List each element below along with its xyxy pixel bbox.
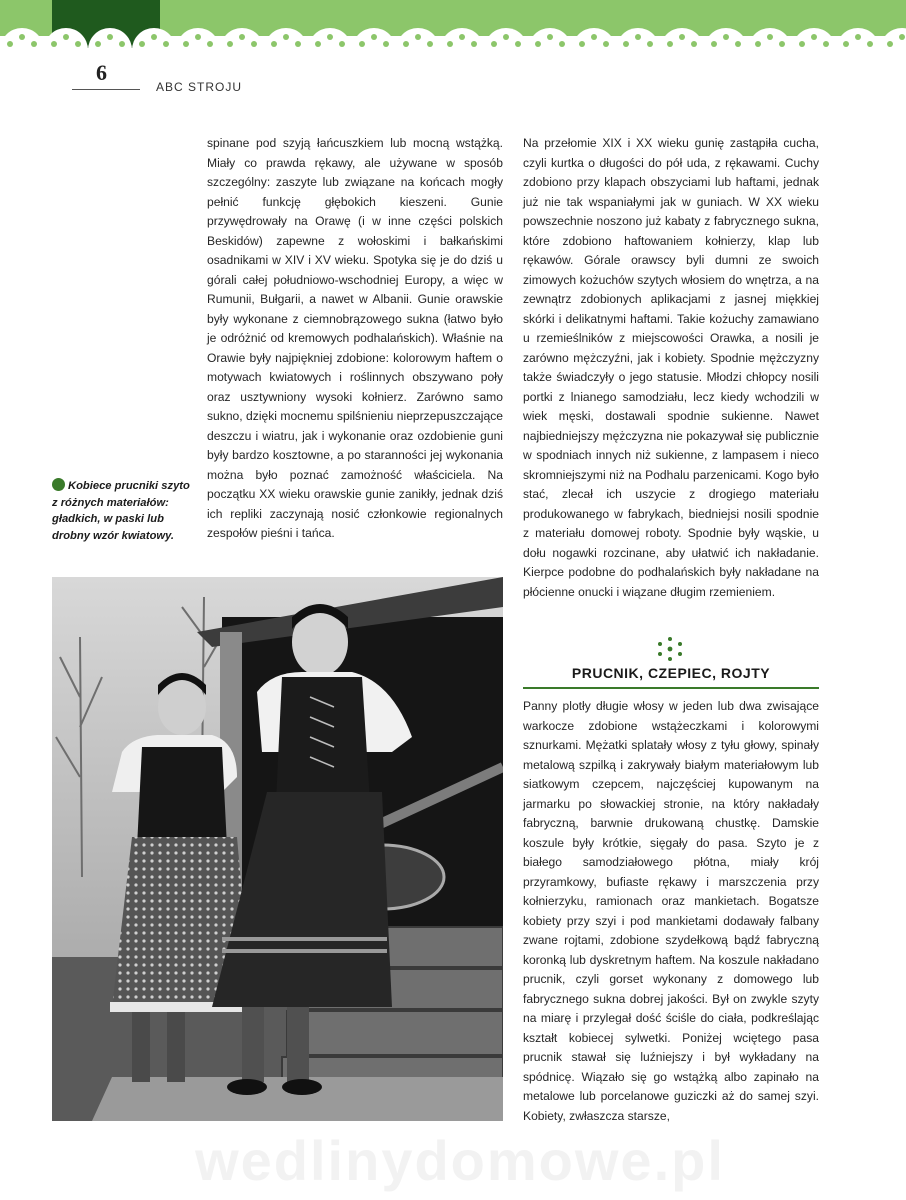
paragraph: Panny plotły długie włosy w jeden lub dwa zwisające warkocze zdobione wstążeczkami i kolorowymi sznurkami. Mężatki splatały włosy z tyłu głowy, spinały metalową szpilką i zakrywały białym materiałowym lub siatkowym czepcem, najczęściej kupowanym na jarmarku po słowackiej stronie, na który nakładały fabryczną, barwnie drukowaną chustkę. Damskie koszule były krótkie, sięgały do pasa. Szyto je z białego samodziałowego płótna, miały krój przyramkowy, bufiaste rękawy i marszczenia przy kołnierzyku, ramionach oraz mankietach. Bogatsze kobiety przy szyi i pod mankietami dodawały falbany zwane rojtami, zdobione szydełkową bądź fabryczną koronką lub dyskretnym haftem. Na koszule nakładano prucnik, czyli gorset wykonany z domowego lub fabrycznego sukna dobrej jakości. Był on zwykle szyty na miarę i przylegał dość ściśle do ciała, podkreślając kształt kobiecej sylwetki. Poniżej wciętego pasa prucnik stawał się luźniejszy i był wykładany na spódnicę. Wiązało się go wstążką albo zapinało na metalowe lub porcelanowe guziczki aż do samej szyi. Kobiety, zwłaszcza starsze, <box>523 699 819 1123</box>
text-column-left <box>207 134 503 544</box>
folk-costume-photograph <box>52 577 503 1121</box>
section-heading: PRUCNIK, CZEPIEC, ROJTY <box>571 665 771 681</box>
caption-check-icon <box>52 478 65 491</box>
heading-rule <box>523 687 819 689</box>
text-column-right-bottom <box>523 697 819 1126</box>
lace-banner <box>0 0 906 62</box>
asterisk-ornament-icon <box>656 636 684 662</box>
paragraph: spinane pod szyją łańcuszkiem lub mocną wstążką. Miały co prawda rękawy, ale używane w sposób szczególny: zaszyte lub związane na końcach mogły pełnić funkcję głębokich kieszeni. Gunie przywędrowały na Orawę (i w inne części polskich Beskidów) zapewne z wołoskimi i bałkańskimi osadnikami w XIV i XV wieku. Spotyka się je do dziś u górali całej południowo-wschodniej Europy, a więc w Rumunii, Bułgarii, a nawet w Albanii. Gunie orawskie były wykonane z ciemnobrązowego sukna (łatwo było je odróżnić od kremowych podhalańskich). Właśnie na Orawie były najpiękniej zdobione: kolorowym haftem o motywach kwiatowych i roślinnych obszywano poły oraz usztywniony wysoki kołnierz. Zarówno samo sukno, dzięki mocnemu spilśnieniu nieprzepuszczające deszczu i wiatru, jak i wykonanie oraz ozdobienie guni były bardzo kosztowne, a po staranności jej wykonania można było poznać zamożność właściciela. Na początku XX wieku orawskie gunie zanikły, jednak dziś ich repliki zaczynają nosić członkowie regionalnych zespołów pieśni i tańca. <box>207 136 503 540</box>
paragraph: Na przełomie XIX i XX wieku gunię zastąpiła cucha, czyli kurtka o długości do pół uda, z rękawami. Cuchy zdobiono przy klapach obszyciami lub haftami, jednak już nie tak wspaniałymi jak w guniach. W XX wieku powszechnie noszono już kabaty z fabrycznego sukna, które zdobiono haftowaniem kołnierzy, klap lub rękawów. Górale orawscy byli dumni ze swoich zimowych kożuchów szytych włosiem do wnętrza, a na zewnątrz zdobionych aplikacjami z jasnej miękkiej skórki i delikatnymi haftami. Takie kożuchy zamawiano u rzemieślników z miejscowości Orawka, a nosili je zarówno mężczyźni, jak i kobiety. Spodnie mężczyzny także świadczyły o jego statusie. Młodzi chłopcy nosili portki z lnianego samodziału, lecz kiedy wchodzili w wiek męski, dostawali spodnie sukienne. Nawet najbiedniejszy mężczyzna nie pokazywał się publicznie w spodniach innych niż sukienne, z lampasem i nieco skromniejszymi niż na Podhalu parzenicami. Kogo było stać, zlecał ich uszycie z drogiego materiału produkowanego w fabrykach, biedniejsi nosili spodnie z materiału domowej roboty. Spodnie były wąskie, u dołu nogawki rozcinane, aby ułatwić ich nakładanie. Kierpce podobne do podhalańskich były nakładane na płócienne onucki i wiązane długim rzemieniem. <box>523 136 819 599</box>
caption-text: Kobiece prucniki szyto z różnych materiałów: gładkich, w paski lub drobny wzór kwiatowy. <box>52 480 190 542</box>
page-number-rule <box>72 89 140 90</box>
photo-caption <box>52 478 194 544</box>
watermark: wedlinydomowe.pl <box>195 1129 725 1192</box>
page-number: 6 <box>96 60 107 85</box>
text-column-right-top <box>523 134 819 602</box>
section-title: ABC STROJU <box>156 80 243 94</box>
